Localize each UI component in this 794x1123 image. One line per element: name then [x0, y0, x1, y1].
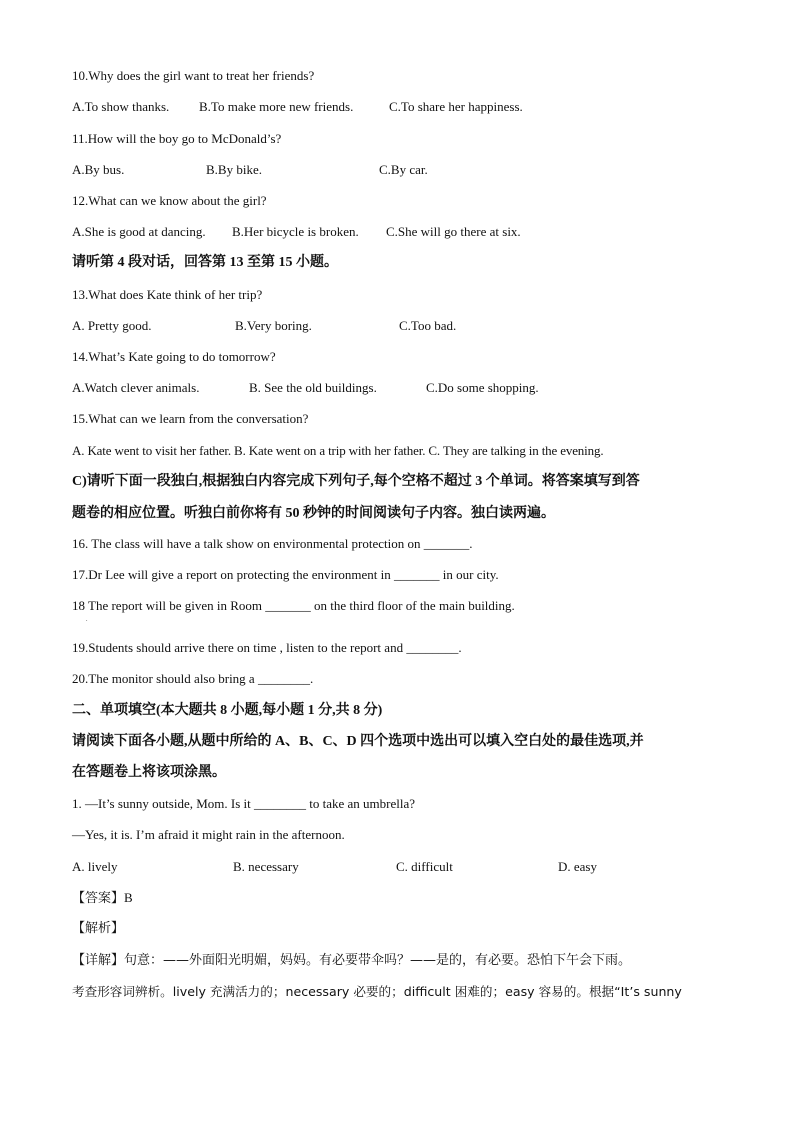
question-14-option-a: A.Watch clever animals.	[72, 380, 200, 395]
question-18: 18 The report will be given in Room _______ on the third floor of the main building.	[72, 598, 515, 613]
question-1-option-b: B. necessary	[233, 859, 299, 874]
detail-line-2: 考查形容词辨析。lively 充满活力的；necessary 必要的；difficult 困难的；easy 容易的。根据“It’s sunny	[72, 984, 682, 999]
question-12-option-a: A.She is good at dancing.	[72, 224, 206, 239]
section-2-title: 二、单项填空(本大题共 8 小题,每小题 1 分,共 8 分)	[72, 703, 383, 718]
question-14-stem: 14.What’s Kate going to do tomorrow?	[72, 349, 276, 364]
part-c-instruction-line-1: C)请听下面一段独白,根据独白内容完成下列句子,每个空格不超过 3 个单词。将答案填写到答	[72, 474, 640, 489]
question-13-option-c: C.Too bad.	[399, 318, 457, 333]
question-13-stem: 13.What does Kate think of her trip?	[72, 287, 263, 302]
question-19: 19.Students should arrive there on time , listen to the report and ________.	[72, 640, 462, 655]
answer-row	[72, 889, 133, 908]
question-13-option-a: A. Pretty good.	[72, 318, 152, 333]
answer-label: 【答案】	[72, 891, 125, 906]
section-2-instruction-line-2: 在答题卷上将该项涂黑。	[72, 765, 226, 780]
question-11-option-c: C.By car.	[379, 162, 428, 177]
section-4-instruction: 请听第 4 段对话，回答第 13 至第 15 小题。	[72, 255, 338, 270]
question-11-stem: 11.How will the boy go to McDonald’s?	[72, 131, 282, 146]
question-12-option-c: C.She will go there at six.	[386, 224, 521, 239]
question-1-option-a: A. lively	[72, 859, 118, 874]
question-10-stem: 10.Why does the girl want to treat her friends?	[72, 68, 315, 83]
question-1-stem: 1. —It’s sunny outside, Mom. Is it ________ to take an umbrella?	[72, 796, 416, 811]
question-10-option-b: B.To make more new friends.	[199, 99, 354, 114]
question-15-options: A. Kate went to visit her father. B. Kate went on a trip with her father. C. They are talking in the evening.	[72, 443, 604, 458]
question-1-option-c: C. difficult	[396, 859, 453, 874]
analysis-label: 【解析】	[72, 921, 125, 936]
question-14-option-c: C.Do some shopping.	[426, 380, 539, 395]
question-18-stray-mark: .	[86, 617, 88, 623]
question-1-reply: —Yes, it is. I’m afraid it might rain in the afternoon.	[72, 827, 345, 842]
question-15-stem: 15.What can we learn from the conversation?	[72, 411, 309, 426]
question-16: 16. The class will have a talk show on environmental protection on _______.	[72, 536, 473, 551]
question-11-option-b: B.By bike.	[206, 162, 262, 177]
question-20: 20.The monitor should also bring a ________.	[72, 671, 314, 686]
section-2-instruction-line-1: 请阅读下面各小题,从题中所给的 A、B、C、D 四个选项中选出可以填入空白处的最佳选项,并	[72, 734, 644, 749]
detail-line-1: 【详解】句意：——外面阳光明媚，妈妈。有必要带伞吗？——是的，有必要。恐怕下午会下雨。	[72, 953, 632, 968]
question-10-option-c: C.To share her happiness.	[389, 99, 523, 114]
question-13-option-b: B.Very boring.	[235, 318, 312, 333]
question-14-option-b: B. See the old buildings.	[249, 380, 377, 395]
question-12-stem: 12.What can we know about the girl?	[72, 193, 267, 208]
question-17: 17.Dr Lee will give a report on protecting the environment in _______ in our city.	[72, 567, 499, 582]
part-c-instruction-line-2: 题卷的相应位置。听独白前你将有 50 秒钟的时间阅读句子内容。独白读两遍。	[72, 506, 555, 521]
answer-value: B	[124, 890, 133, 905]
question-12-option-b: B.Her bicycle is broken.	[232, 224, 359, 239]
question-10-option-a: A.To show thanks.	[72, 99, 170, 114]
question-1-option-d: D. easy	[558, 859, 597, 874]
question-11-option-a: A.By bus.	[72, 162, 125, 177]
